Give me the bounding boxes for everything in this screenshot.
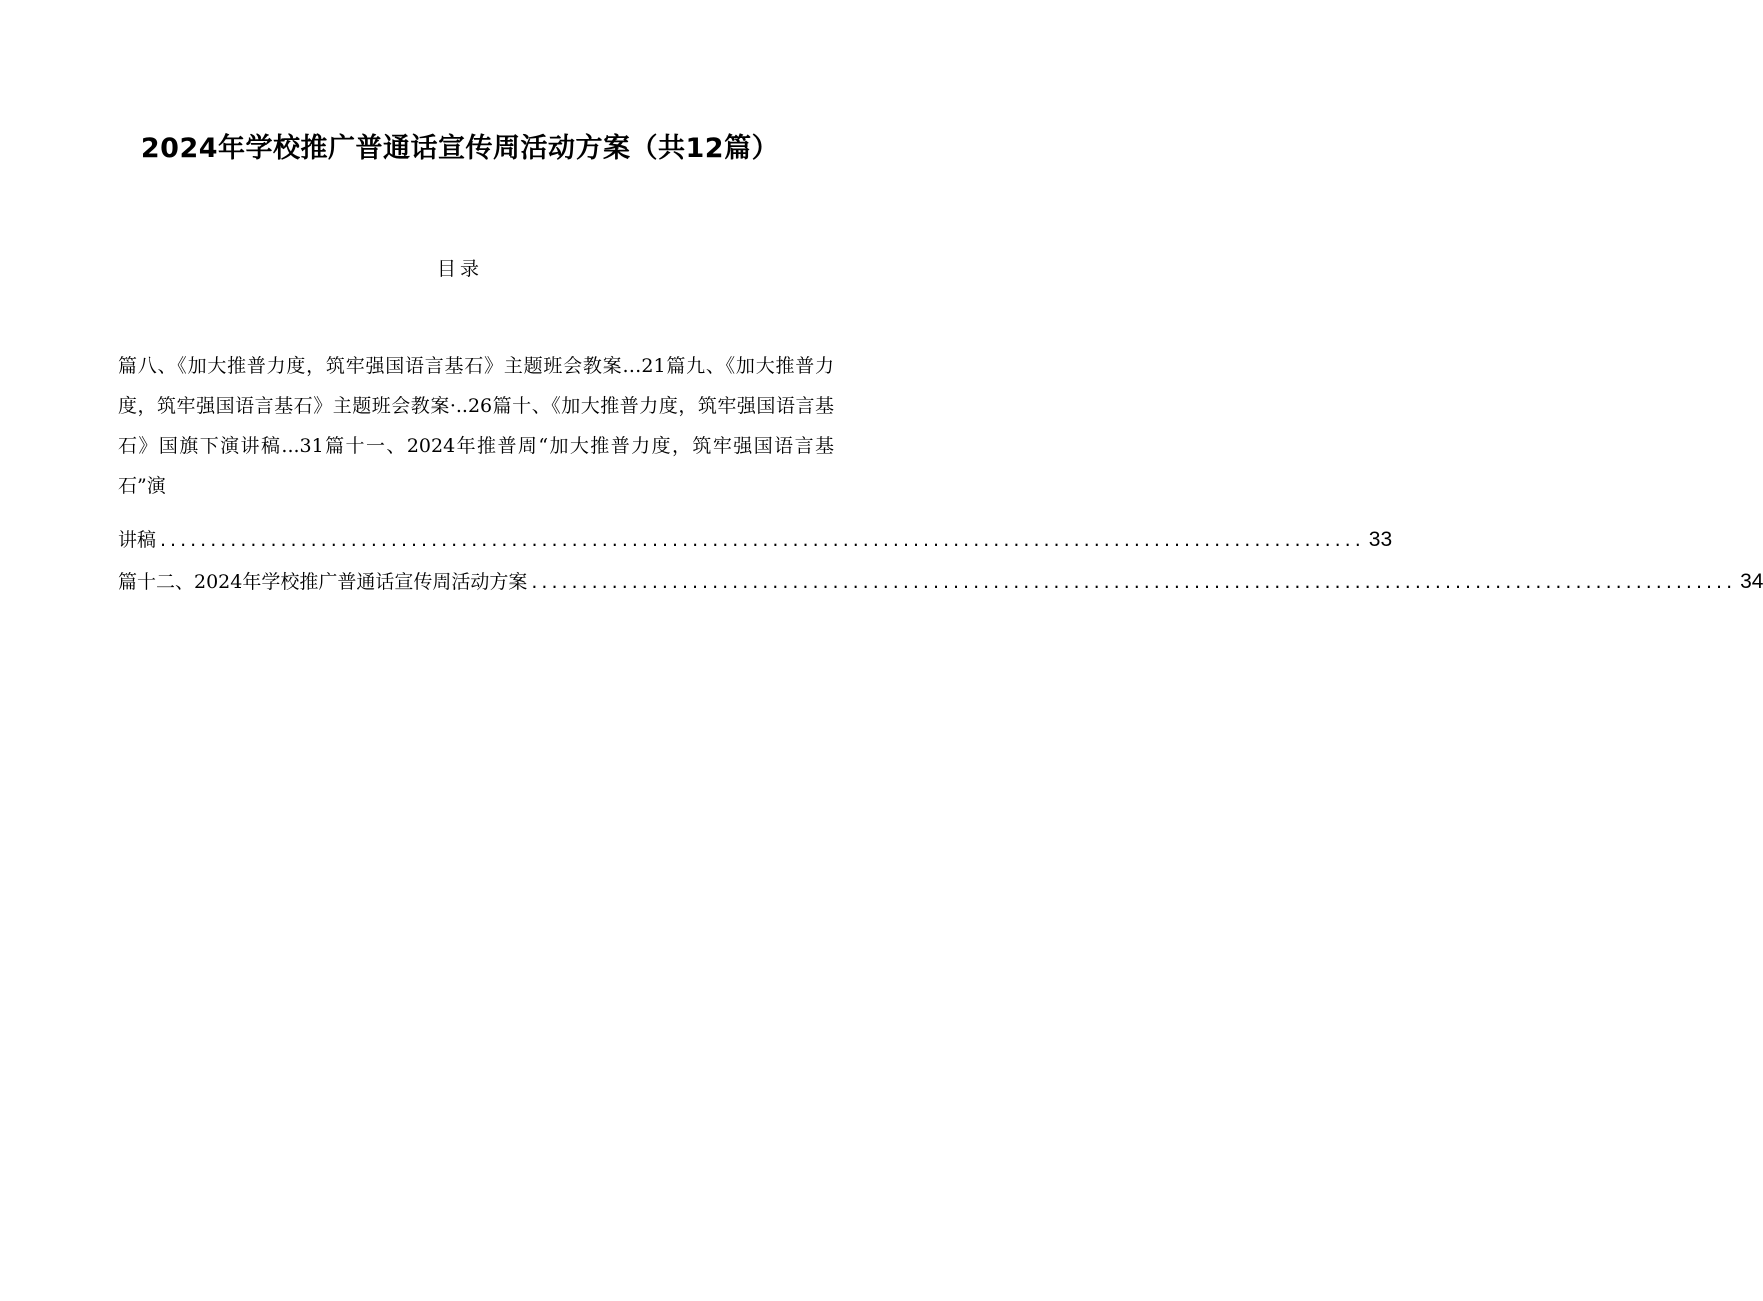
dot-leader: ........................................................................................................................ [531, 571, 1737, 593]
dot-leader: ........................................................................................................................ [160, 529, 1365, 551]
document-title: 2024年学校推广普通话宣传周活动方案（共12篇） [140, 133, 780, 164]
toc-entry-label: 讲稿 [118, 529, 157, 551]
toc-entries-paragraph: 篇八、《加大推普力度，筑牢强国语言基石》主题班会教案…21篇九、《加大推普力度，筑牢强国语言基石》主题班会教案·..26篇十、《加大推普力度，筑牢强国语言基石》国旗下演讲稿...31篇十一、2024年推普周“加大推普力度，筑牢强国语言基石”演 [118, 355, 834, 497]
toc-entry-label: 篇十二、2024年学校推广普通话宣传周活动方案 [118, 571, 528, 593]
toc-page-number: 34 [1740, 570, 1763, 593]
toc-page-number: 33 [1368, 528, 1393, 551]
toc-entry-speech[interactable] [118, 525, 1393, 555]
toc-entry-part-twelve[interactable] [118, 567, 1763, 597]
toc-heading: 目录 [436, 258, 483, 280]
